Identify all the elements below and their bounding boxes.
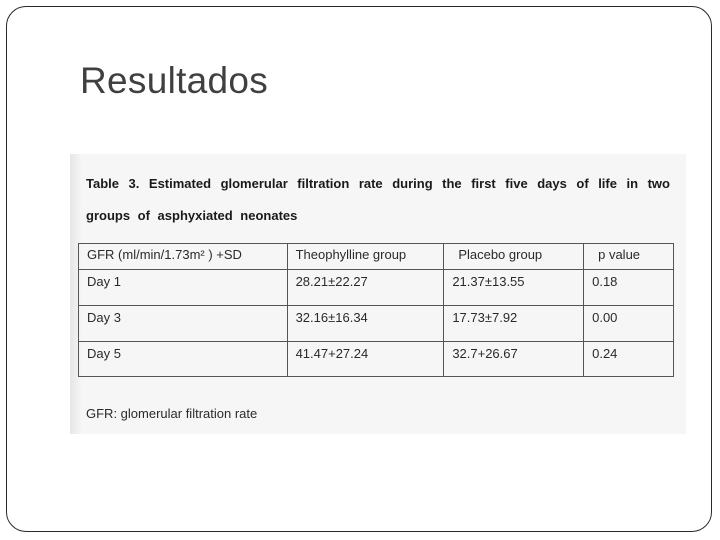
row-day-label: Day 5: [79, 342, 288, 377]
p-value: 0.24: [584, 342, 674, 377]
table-row: [79, 270, 674, 306]
table-caption: Table 3. Estimated glomerular filtration rate during the first five days of life in two groups of asphyxiated neonates: [86, 176, 670, 223]
table-row: [79, 306, 674, 342]
gfr-table: [78, 243, 674, 377]
placebo-value: 32.7+26.67: [444, 342, 584, 377]
row-day-label: Day 3: [79, 306, 288, 342]
table-header-row: [79, 244, 674, 270]
header-p-value: p value: [584, 244, 674, 270]
p-value: 0.18: [584, 270, 674, 306]
placebo-value: 17.73±7.92: [444, 306, 584, 342]
theophylline-value: 28.21±22.27: [287, 270, 444, 306]
header-gfr: GFR (ml/min/1.73m² ) +SD: [79, 244, 288, 270]
table-row: [79, 342, 674, 377]
header-placebo: Placebo group: [444, 244, 584, 270]
row-day-label: Day 1: [79, 270, 288, 306]
theophylline-value: 32.16±16.34: [287, 306, 444, 342]
p-value: 0.00: [584, 306, 674, 342]
placebo-value: 21.37±13.55: [444, 270, 584, 306]
slide-title: Resultados: [80, 60, 269, 101]
header-theophylline: Theophylline group: [287, 244, 444, 270]
table-footnote: GFR: glomerular filtration rate: [86, 406, 258, 421]
theophylline-value: 41.47+27.24: [287, 342, 444, 377]
